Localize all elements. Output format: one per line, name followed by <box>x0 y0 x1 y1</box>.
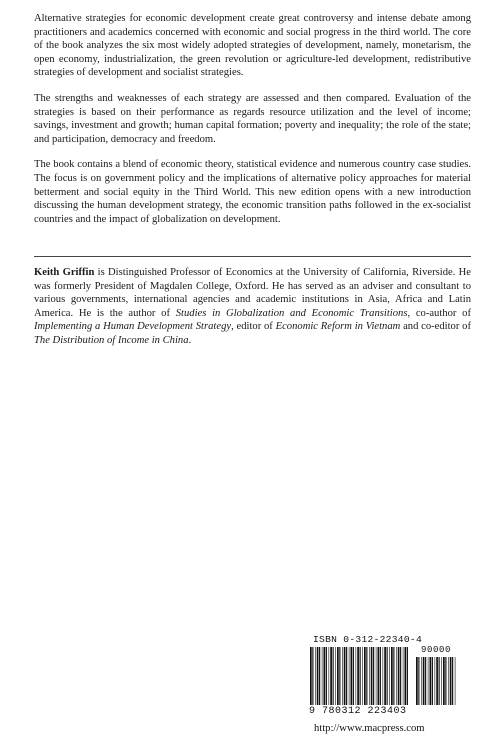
addon-digits: 90000 <box>421 645 452 655</box>
description-block <box>34 12 471 226</box>
ean-barcode <box>309 647 409 705</box>
publisher-url[interactable]: http://www.macpress.com <box>314 723 425 734</box>
book-title-4: The Distribution of Income in China <box>34 334 189 346</box>
ean-digits: 9 780312 223403 <box>309 706 407 717</box>
bio-text-2: , co-author of <box>407 307 471 319</box>
description-paragraph-1: Alternative strategies for economic development create great controversy and intense debate among practitioners and academics concerned with economic and social progress in the third world. The core of the book analyzes the six most widely adopted strategies of development, namely, monetarism, the open economy, industrialization, the green revolution or agriculture-led development, redistributive strategies of development and socialist strategies. <box>34 13 471 79</box>
isbn-label: ISBN 0-312-22340-4 <box>313 634 423 645</box>
book-title-1: Studies in Globalization and Economic Transitions <box>175 307 408 319</box>
bio-text-1: is Distinguished Professor of Economics at the University of California, Riverside. He was formerly President of Magdalen College, Oxford. He has served as an adviser and consultant to various governments, international agencies and academic institutions in Asia, Africa and Latin America. He is the author of <box>34 267 471 319</box>
bio-text-3: , editor of <box>231 321 276 333</box>
addon-barcode <box>415 657 457 705</box>
bio-text-5: . <box>188 334 192 346</box>
description-paragraph-2: The strengths and weaknesses of each strategy are assessed and then compared. Evaluation of the strategies is based on their performance as regards resource utilization and the level of income; savings, investment and growth; human capital formation; poverty and inequality; the role of the state; and participation, democracy and freedom. <box>34 92 471 145</box>
bio-text-4: and co-editor of <box>400 321 471 333</box>
divider <box>34 256 471 257</box>
description-paragraph-3: The book contains a blend of economic theory, statistical evidence and numerous country case studies. The focus is on government policy and the implications of alternative policy approaches for material betterment and social equity in the Third World. This new edition opens with a new introduction discussing the human development strategy, the economic transition paths followed in the ex-socialist countries and the impact of globalization on development. <box>34 159 471 225</box>
author-name: Keith Griffin <box>34 267 95 278</box>
author-bio <box>34 266 471 348</box>
book-title-3: Economic Reform in Vietnam <box>275 321 401 333</box>
author-bio-paragraph <box>34 266 471 348</box>
book-title-2: Implementing a Human Development Strategy <box>34 321 232 333</box>
